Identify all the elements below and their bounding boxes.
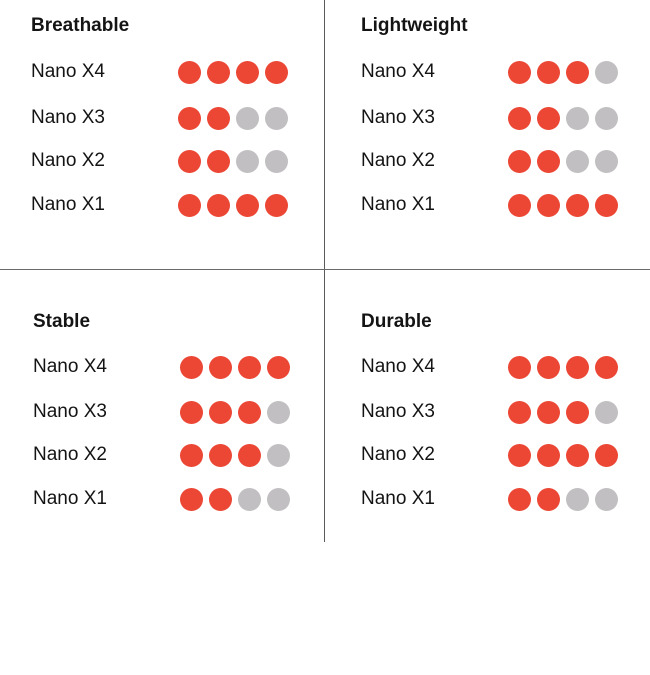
- product-label: Nano X3: [361, 401, 435, 422]
- rating-dots: [180, 400, 290, 424]
- rating-dots: [178, 149, 288, 173]
- rating-dot-filled: [537, 401, 560, 424]
- rating-dot-filled: [537, 194, 560, 217]
- rating-row: [361, 149, 650, 173]
- rating-dot-filled: [537, 107, 560, 130]
- product-label: Nano X1: [33, 488, 107, 509]
- rating-dot-filled: [265, 194, 288, 217]
- product-label: Nano X2: [361, 444, 435, 465]
- rating-dot-filled: [537, 356, 560, 379]
- rating-dot-filled: [238, 444, 261, 467]
- rating-dot-filled: [209, 488, 232, 511]
- rating-dot-filled: [180, 488, 203, 511]
- rating-dots: [178, 60, 288, 84]
- product-label: Nano X2: [31, 150, 105, 171]
- rating-dot-filled: [595, 194, 618, 217]
- rating-row: [31, 149, 321, 173]
- rating-dot-filled: [508, 150, 531, 173]
- rating-dot-empty: [267, 444, 290, 467]
- panel-title: Stable: [33, 311, 91, 332]
- rating-dot-empty: [566, 488, 589, 511]
- rating-dot-filled: [566, 444, 589, 467]
- rating-row: [31, 193, 321, 217]
- rating-row: [33, 400, 323, 424]
- product-label: Nano X2: [33, 444, 107, 465]
- rating-row: [361, 193, 650, 217]
- vertical-divider: [324, 0, 325, 542]
- product-label: Nano X4: [361, 356, 435, 377]
- product-label: Nano X1: [31, 194, 105, 215]
- rating-dots: [180, 487, 290, 511]
- rating-dot-filled: [236, 194, 259, 217]
- product-label: Nano X1: [361, 488, 435, 509]
- rating-dot-filled: [508, 401, 531, 424]
- rating-dot-filled: [537, 444, 560, 467]
- rating-dot-filled: [207, 61, 230, 84]
- rating-dots: [508, 149, 618, 173]
- rating-dot-filled: [537, 488, 560, 511]
- rating-dot-filled: [209, 401, 232, 424]
- rating-dot-filled: [178, 61, 201, 84]
- rating-dot-filled: [595, 444, 618, 467]
- rating-dot-filled: [178, 150, 201, 173]
- rating-dot-filled: [207, 194, 230, 217]
- rating-dot-filled: [537, 61, 560, 84]
- rating-dot-empty: [595, 488, 618, 511]
- horizontal-divider: [0, 269, 650, 270]
- rating-dot-filled: [238, 356, 261, 379]
- rating-dot-filled: [508, 61, 531, 84]
- rating-dot-filled: [595, 356, 618, 379]
- rating-row: [361, 400, 650, 424]
- rating-dot-filled: [180, 401, 203, 424]
- rating-row: [33, 443, 323, 467]
- rating-dots: [180, 443, 290, 467]
- rating-row: [361, 443, 650, 467]
- rating-dot-empty: [267, 401, 290, 424]
- product-label: Nano X3: [31, 107, 105, 128]
- panel-title: Breathable: [31, 15, 130, 36]
- rating-dot-empty: [595, 61, 618, 84]
- product-label: Nano X3: [361, 107, 435, 128]
- rating-dots: [508, 60, 618, 84]
- rating-dot-filled: [566, 194, 589, 217]
- rating-dots: [508, 400, 618, 424]
- rating-row: [31, 60, 321, 84]
- rating-dots: [508, 193, 618, 217]
- rating-row: [31, 106, 321, 130]
- rating-dot-filled: [207, 107, 230, 130]
- rating-dot-empty: [236, 107, 259, 130]
- rating-dot-filled: [508, 444, 531, 467]
- rating-dot-filled: [178, 107, 201, 130]
- rating-dot-empty: [236, 150, 259, 173]
- rating-dot-filled: [537, 150, 560, 173]
- rating-dot-filled: [508, 356, 531, 379]
- rating-dot-filled: [207, 150, 230, 173]
- rating-dot-empty: [265, 107, 288, 130]
- product-label: Nano X1: [361, 194, 435, 215]
- rating-dot-empty: [595, 150, 618, 173]
- rating-dot-filled: [209, 444, 232, 467]
- rating-dots: [508, 443, 618, 467]
- rating-row: [361, 106, 650, 130]
- rating-dot-filled: [566, 61, 589, 84]
- rating-row: [33, 487, 323, 511]
- rating-row: [33, 355, 323, 379]
- product-label: Nano X4: [361, 61, 435, 82]
- rating-dot-filled: [508, 488, 531, 511]
- product-label: Nano X2: [361, 150, 435, 171]
- product-label: Nano X3: [33, 401, 107, 422]
- rating-dot-empty: [595, 401, 618, 424]
- rating-dot-filled: [238, 401, 261, 424]
- rating-dots: [508, 106, 618, 130]
- rating-dot-empty: [566, 107, 589, 130]
- rating-dot-filled: [180, 356, 203, 379]
- rating-dots: [508, 355, 618, 379]
- product-label: Nano X4: [31, 61, 105, 82]
- rating-dot-filled: [508, 194, 531, 217]
- rating-dots: [508, 487, 618, 511]
- product-label: Nano X4: [33, 356, 107, 377]
- rating-dot-empty: [595, 107, 618, 130]
- rating-dot-filled: [566, 401, 589, 424]
- rating-row: [361, 487, 650, 511]
- rating-dot-filled: [566, 356, 589, 379]
- rating-dot-empty: [566, 150, 589, 173]
- panel-title: Durable: [361, 311, 432, 332]
- rating-dot-filled: [178, 194, 201, 217]
- rating-dot-filled: [265, 61, 288, 84]
- rating-row: [361, 60, 650, 84]
- rating-dot-empty: [267, 488, 290, 511]
- rating-dot-filled: [267, 356, 290, 379]
- rating-dots: [178, 193, 288, 217]
- rating-dots: [178, 106, 288, 130]
- rating-dot-filled: [508, 107, 531, 130]
- rating-dot-filled: [180, 444, 203, 467]
- rating-dot-empty: [265, 150, 288, 173]
- rating-dot-empty: [238, 488, 261, 511]
- rating-dots: [180, 355, 290, 379]
- rating-row: [361, 355, 650, 379]
- panel-title: Lightweight: [361, 15, 468, 36]
- rating-dot-filled: [209, 356, 232, 379]
- rating-dot-filled: [236, 61, 259, 84]
